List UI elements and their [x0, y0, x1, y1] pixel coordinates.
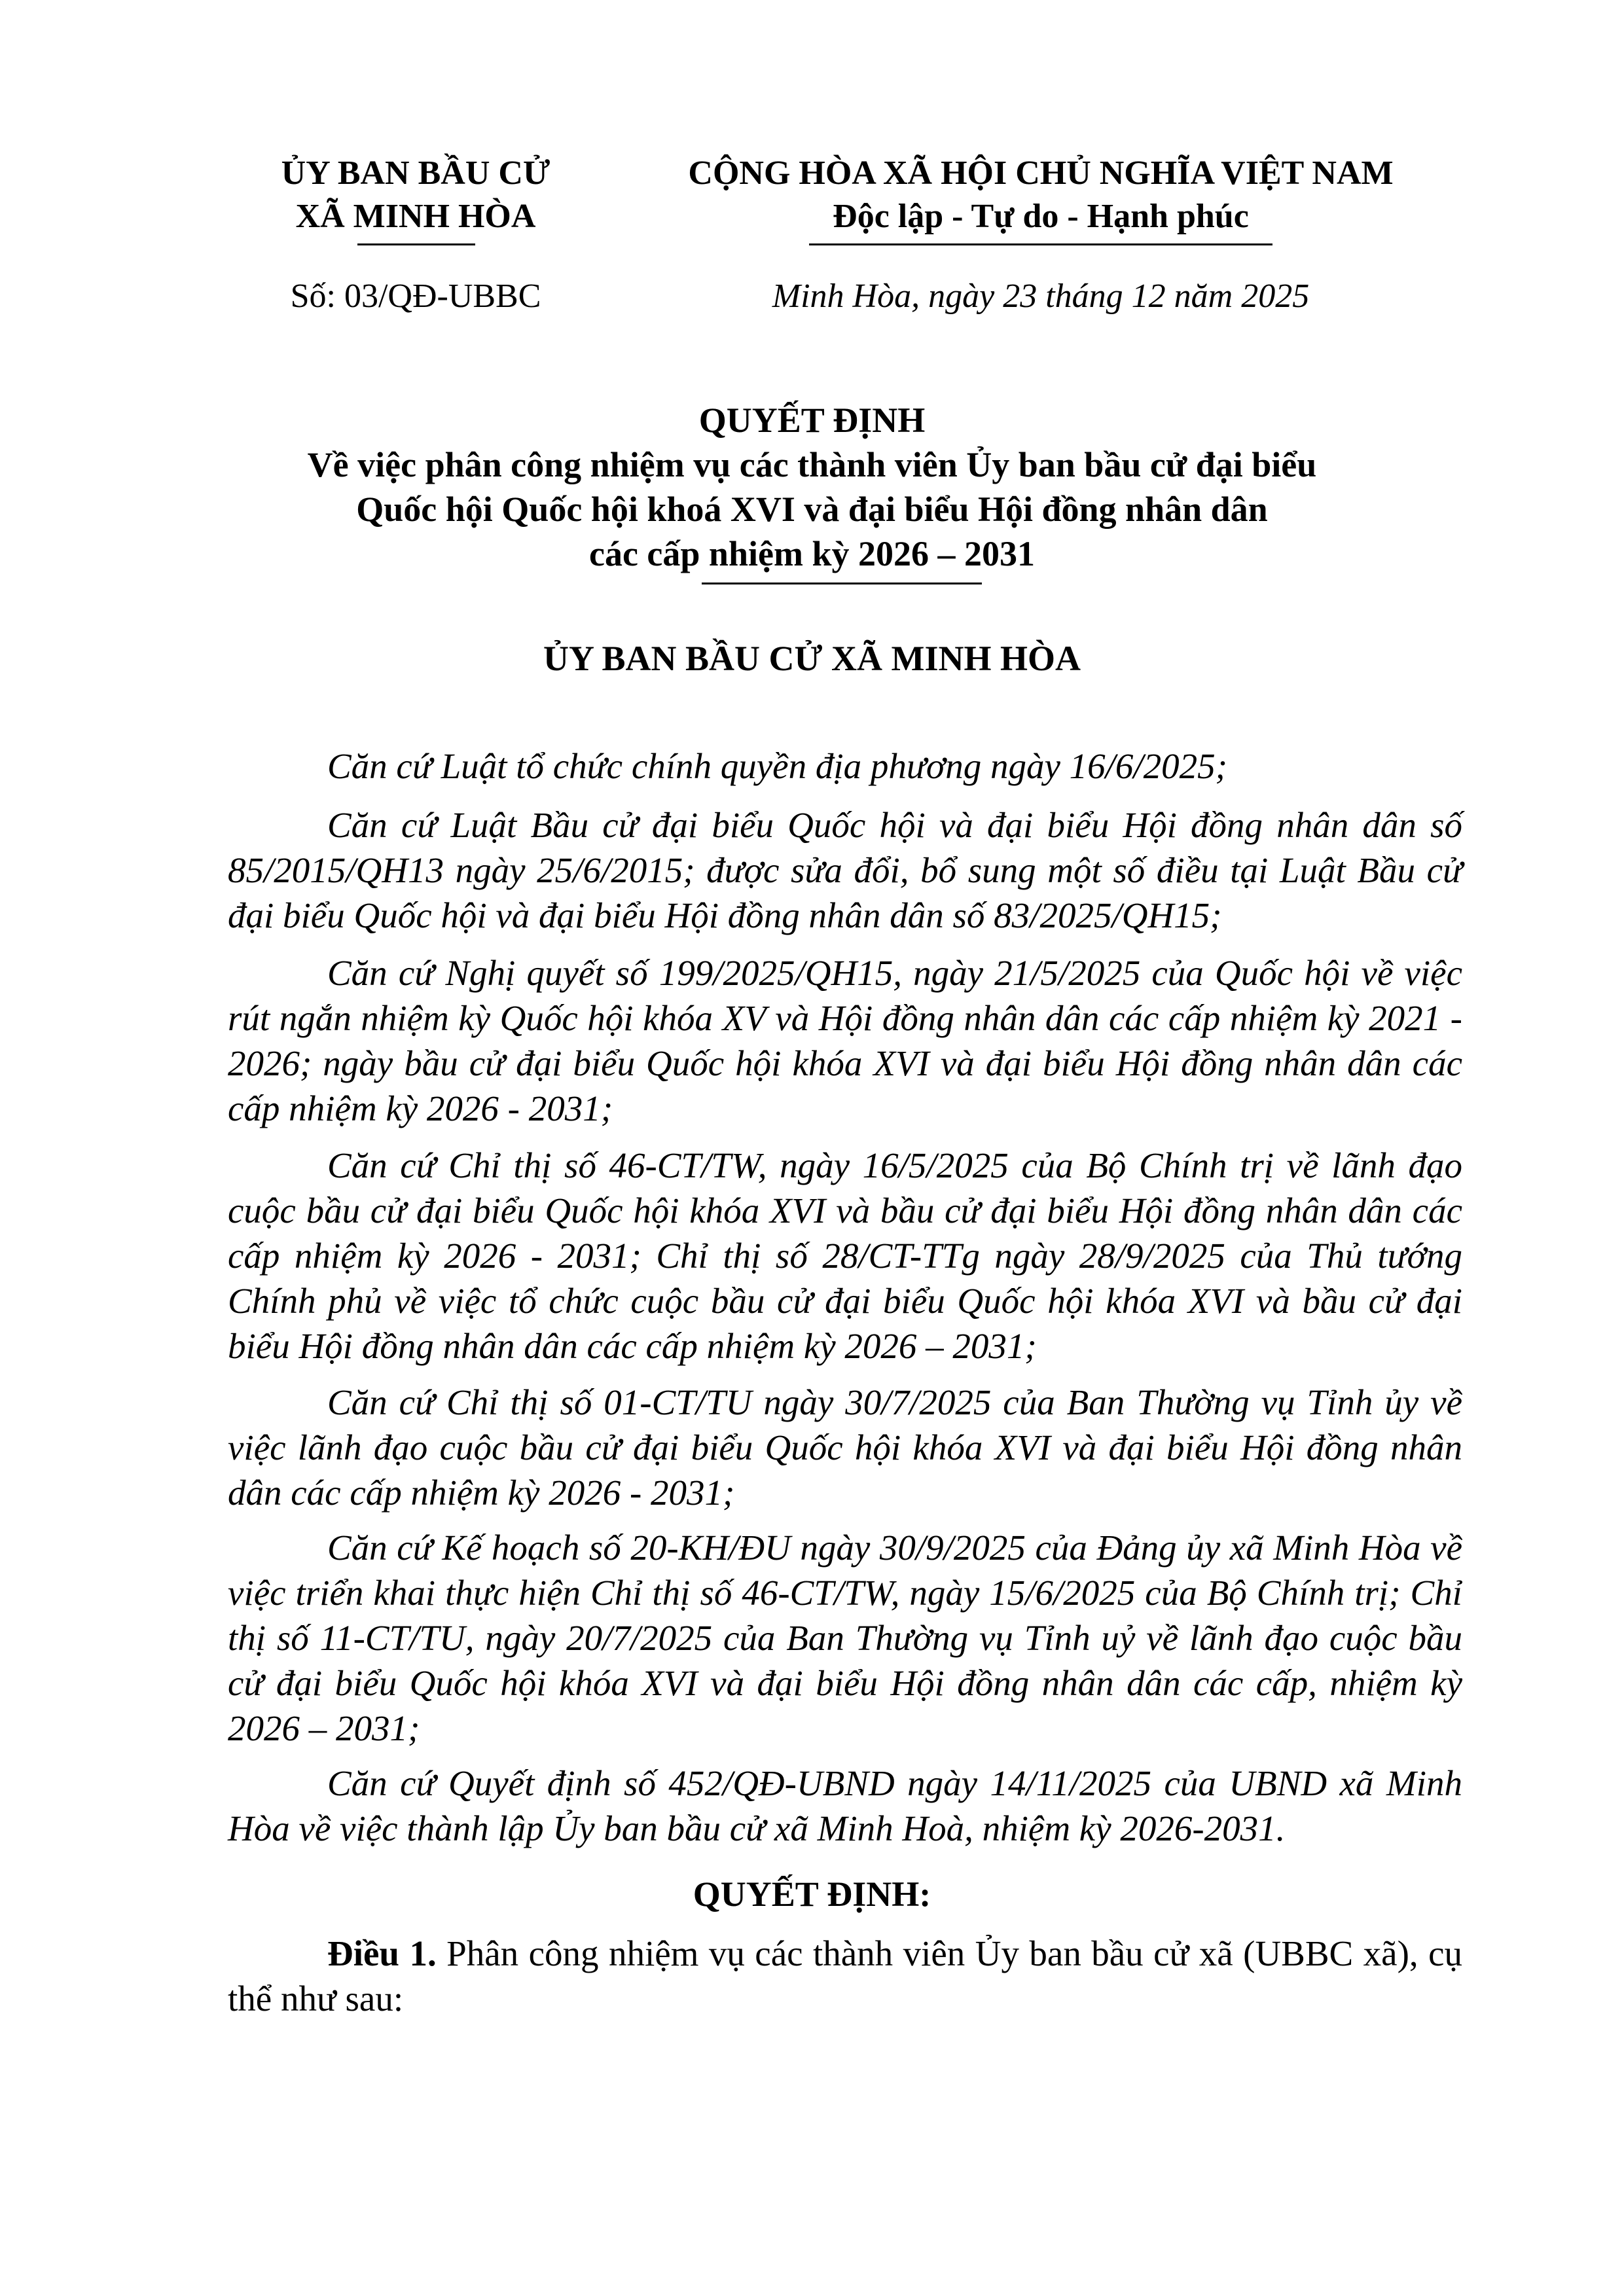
place-and-date: Minh Hòa, ngày 23 tháng 12 năm 2025 — [772, 278, 1310, 315]
article-1-text: Phân công nhiệm vụ các thành viên Ủy ban bầu cử xã (UBBC xã), cụ thể như sau: — [228, 1933, 1462, 2018]
title-line-1: Về việc phân công nhiệm vụ các thành viên Ủy ban bầu cử đại biểu — [307, 445, 1317, 484]
title-underline — [702, 583, 982, 584]
article-1-label: Điều 1. — [327, 1933, 437, 1973]
legal-basis-5: Căn cứ Chỉ thị số 01-CT/TU ngày 30/7/2025 của Ban Thường vụ Tỉnh ủy về việc lãnh đạo cuộc bầu cử đại biểu Quốc hội khóa XVI và đại biểu Hội đồng nhân dân các cấp nhiệm kỳ 2026 - 2031; — [228, 1382, 1462, 1513]
decision-heading: QUYẾT ĐỊNH: — [693, 1874, 931, 1914]
article-1 — [228, 1931, 1462, 2021]
issuing-body-underline — [357, 243, 475, 245]
national-title: CỘNG HÒA XÃ HỘI CHỦ NGHĨA VIỆT NAM — [688, 154, 1394, 192]
legal-basis-4: Căn cứ Chỉ thị số 46-CT/TW, ngày 16/5/2025 của Bộ Chính trị về lãnh đạo cuộc bầu cử đại biểu Quốc hội khóa XVI và bầu cử đại biểu Hội đồng nhân dân các cấp nhiệm kỳ 2026 - 2031; Chỉ thị số 28/CT-TTg ngày 28/9/2025 của Thủ tướng Chính phủ về việc tổ chức cuộc bầu cử đại biểu Quốc hội khóa XVI và bầu cử đại biểu Hội đồng nhân dân các cấp nhiệm kỳ 2026 – 2031; — [228, 1145, 1462, 1366]
issuing-body-line1: ỦY BAN BẦU CỬ — [281, 154, 550, 192]
issuing-body-line2: XÃ MINH HÒA — [295, 198, 536, 235]
legal-basis-7: Căn cứ Quyết định số 452/QĐ-UBND ngày 14/11/2025 của UBND xã Minh Hòa về việc thành lập Ủy ban bầu cử xã Minh Hoà, nhiệm kỳ 2026-2031. — [228, 1763, 1462, 1848]
national-motto-underline — [809, 243, 1272, 245]
title-line-3: các cấp nhiệm kỳ 2026 – 2031 — [589, 534, 1035, 573]
legal-basis-3: Căn cứ Nghị quyết số 199/2025/QH15, ngày 21/5/2025 của Quốc hội về việc rút ngắn nhiệm kỳ Quốc hội khóa XV và Hội đồng nhân dân các cấp nhiệm kỳ 2021 - 2026; ngày bầu cử đại biểu Quốc hội khóa XVI và đại biểu Hội đồng nhân dân các cấp nhiệm kỳ 2026 - 2031; — [228, 953, 1462, 1128]
legal-basis-2: Căn cứ Luật Bầu cử đại biểu Quốc hội và đại biểu Hội đồng nhân dân số 85/2015/QH13 ngày 25/6/2015; được sửa đổi, bổ sung một số điều tại Luật Bầu cử đại biểu Quốc hội và đại biểu Hội đồng nhân dân số 83/2025/QH15; — [228, 805, 1462, 935]
legal-basis-1: Căn cứ Luật tổ chức chính quyền địa phương ngày 16/6/2025; — [327, 746, 1227, 786]
title-line-2: Quốc hội Quốc hội khoá XVI và đại biểu Hội đồng nhân dân — [356, 490, 1268, 529]
national-motto: Độc lập - Tự do - Hạnh phúc — [833, 198, 1249, 235]
title-heading: QUYẾT ĐỊNH — [698, 401, 926, 440]
document-number: Số: 03/QĐ-UBBC — [290, 278, 541, 315]
document-title — [196, 398, 1428, 576]
legal-basis-6: Căn cứ Kế hoạch số 20-KH/ĐU ngày 30/9/2025 của Đảng ủy xã Minh Hòa về việc triển khai thực hiện Chỉ thị số 46-CT/TW, ngày 15/6/2025 của Bộ Chính trị; Chỉ thị số 11-CT/TU, ngày 20/7/2025 của Ban Thường vụ Tỉnh uỷ về lãnh đạo cuộc bầu cử đại biểu Quốc hội khóa XVI và đại biểu Hội đồng nhân dân các cấp, nhiệm kỳ 2026 – 2031; — [228, 1528, 1462, 1748]
issuing-authority: ỦY BAN BẦU CỬ XÃ MINH HÒA — [543, 639, 1081, 678]
